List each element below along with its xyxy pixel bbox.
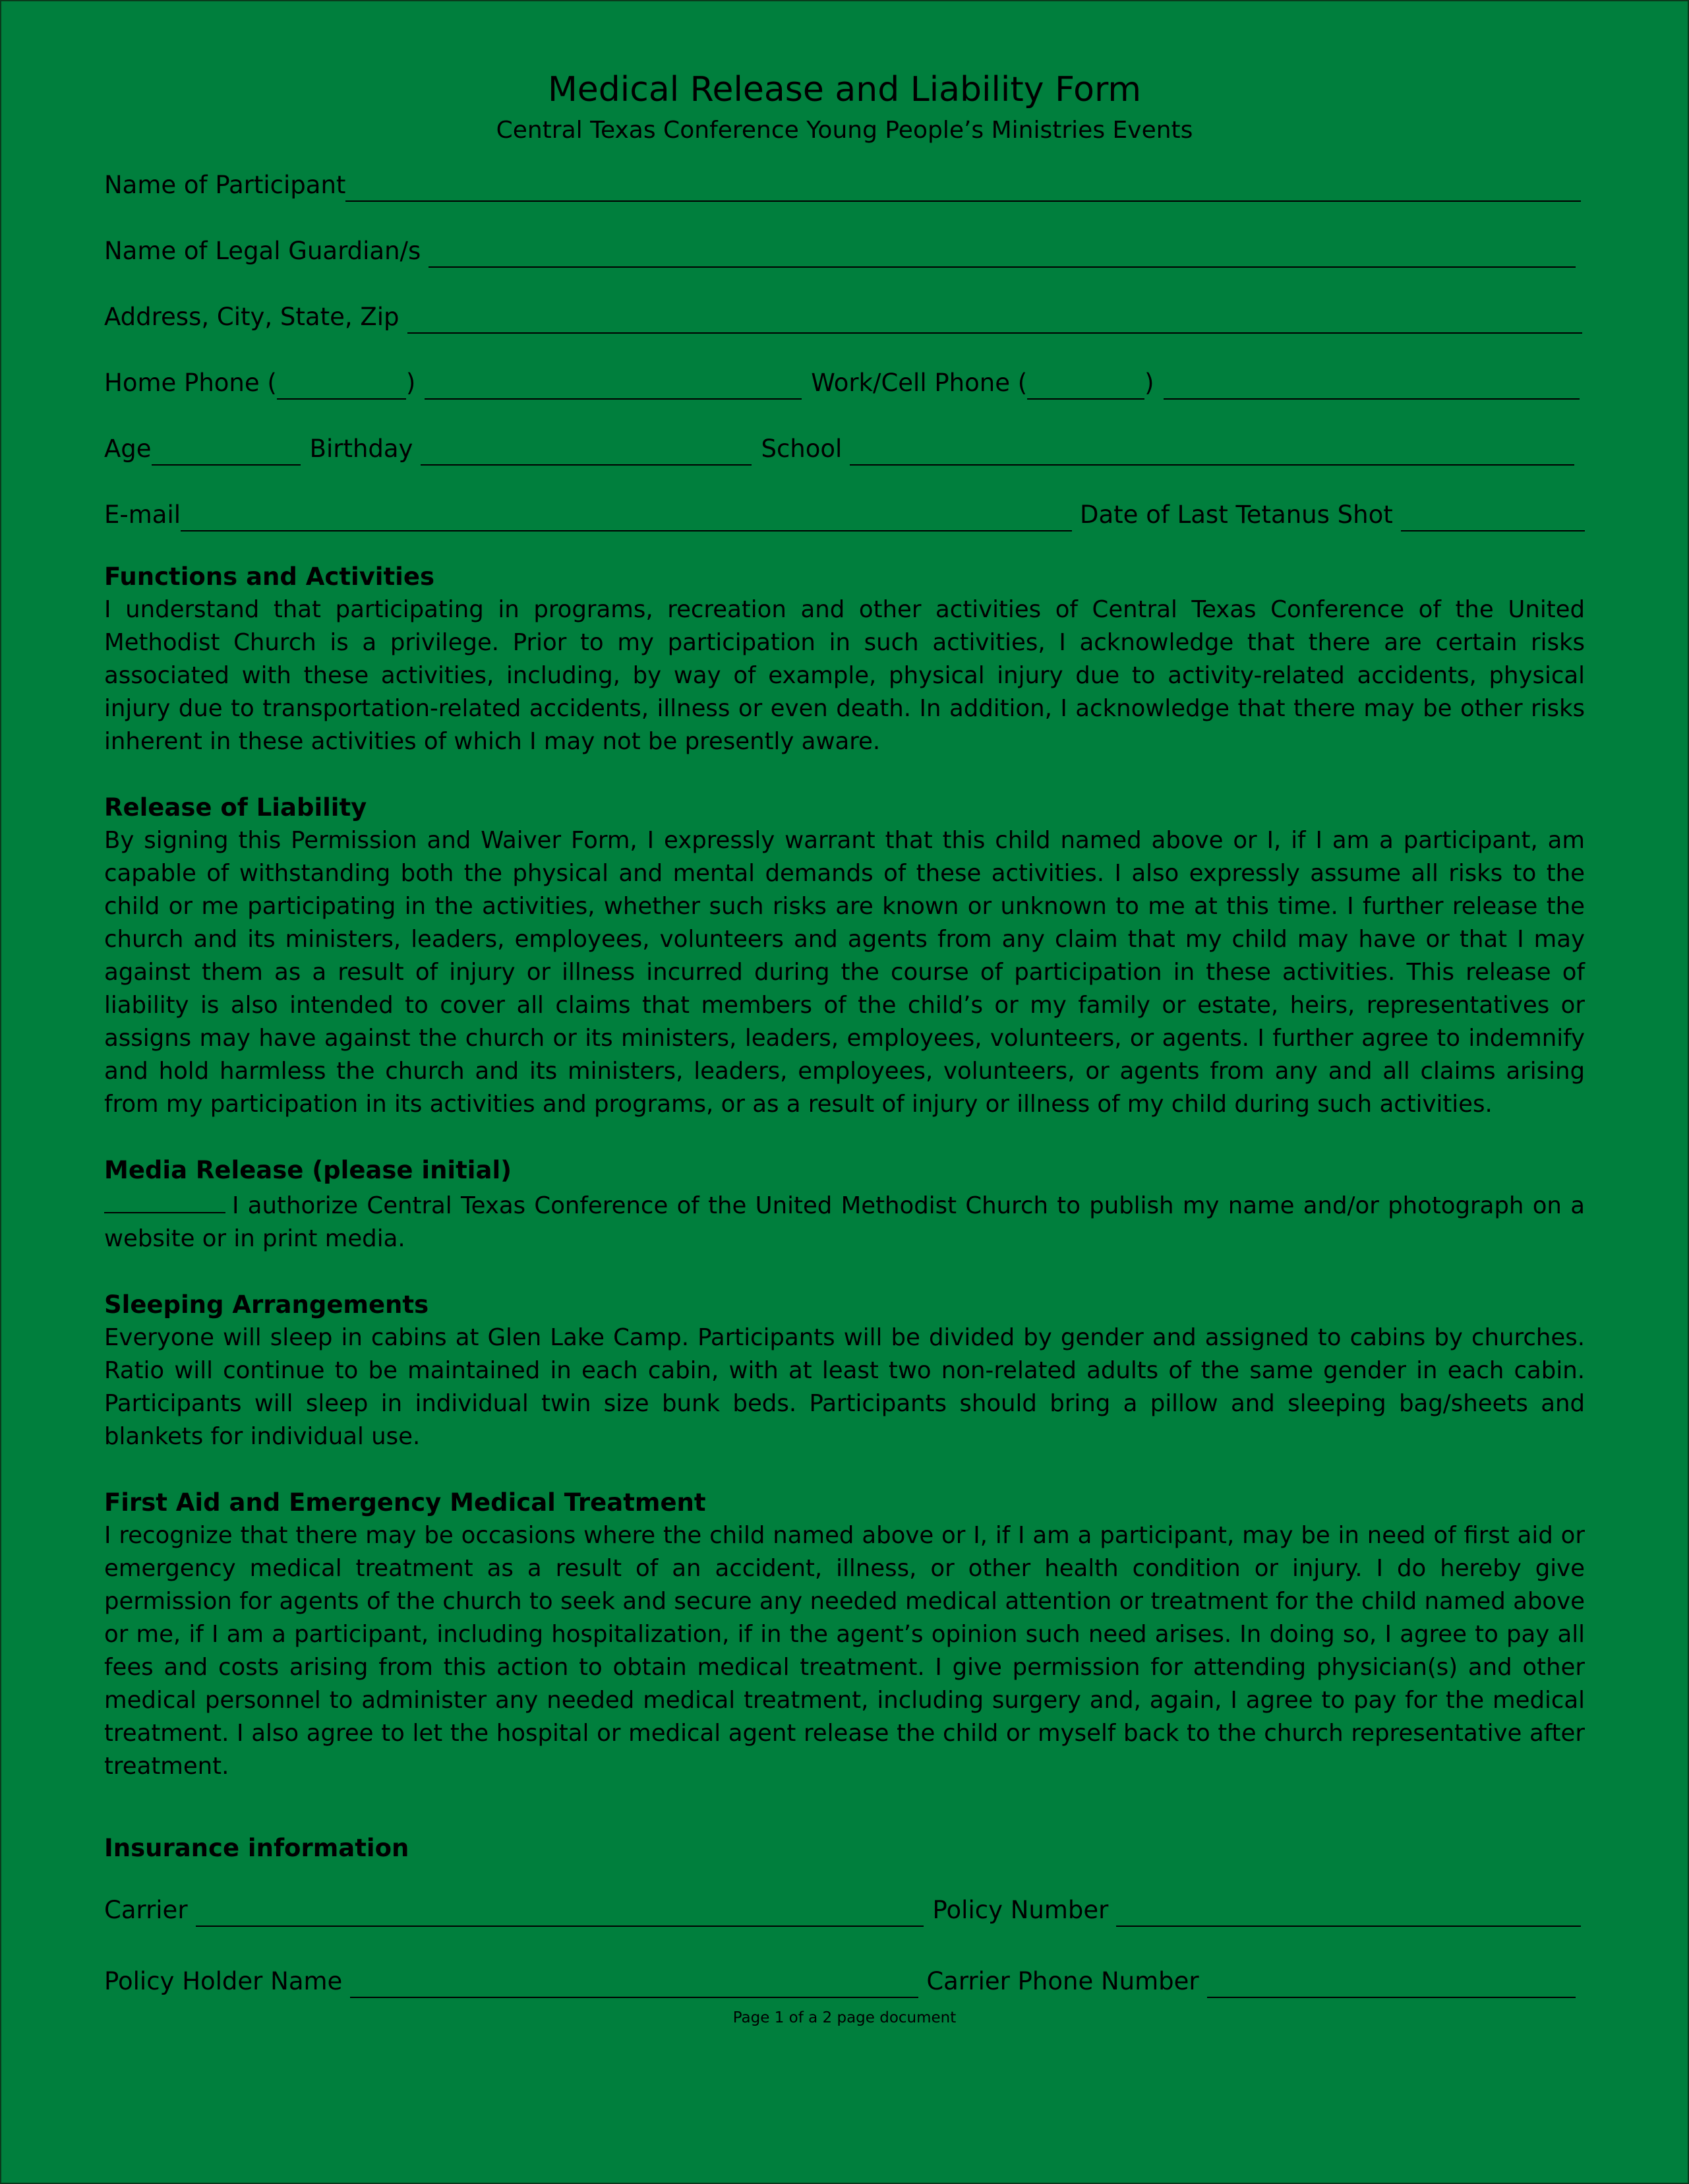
address-field[interactable] <box>407 306 1583 334</box>
carrier-label: Carrier <box>104 1896 188 1924</box>
participant-row <box>104 169 1585 202</box>
carrier-phone-label: Carrier Phone Number <box>926 1967 1199 1995</box>
first-aid-text: I recognize that there may be occasions where the child named above or I, if I am a participant, may be in need of first aid or emergency medical treatment as a result of an accident, illness, or other health condition or injury. I do hereby give permission for agents of the church to seek and secure any needed medical attention or treatment for the child named above or me, if I am a participant, including hospitalization, if in the agent’s opinion such need arises. In doing so, I agree to pay all fees and costs arising from this action to obtain medical treatment. I give permission for attending physician(s) and other medical personnel to administer any needed medical treatment, including surgery and, again, I agree to pay for the medical treatment. I also agree to let the hospital or medical agent release the child or myself back to the church representative after treatment. <box>104 1522 1585 1780</box>
work-phone-field[interactable] <box>1164 372 1580 400</box>
media-paragraph <box>104 1187 1585 1256</box>
phone-row <box>104 367 1585 400</box>
age-field[interactable] <box>152 438 301 466</box>
home-phone-label: Home Phone ( <box>104 369 277 397</box>
work-phone-label: Work/Cell Phone ( <box>811 369 1028 397</box>
home-phone-paren: ) <box>405 369 416 397</box>
age-row <box>104 433 1585 466</box>
page-footer: Page 1 of a 2 page document <box>732 2009 957 2026</box>
school-label: School <box>761 435 843 463</box>
age-label: Age <box>104 435 152 463</box>
email-label: E-mail <box>104 501 181 529</box>
guardian-name-field[interactable] <box>429 240 1576 268</box>
page-title: Medical Release and Liability Form <box>547 70 1142 109</box>
sleeping-heading: Sleeping Arrangements <box>104 1290 429 1319</box>
participant-label: Name of Participant <box>104 171 346 199</box>
participant-name-field[interactable] <box>345 174 1581 202</box>
tetanus-label: Date of Last Tetanus Shot <box>1080 501 1393 529</box>
work-phone-paren: ) <box>1144 369 1154 397</box>
media-text: I authorize Central Texas Conference of the United Methodist Church to publish my name and/or photograph on a website or in print media. <box>104 1192 1585 1252</box>
liability-heading: Release of Liability <box>104 793 367 822</box>
first-aid-heading: First Aid and Emergency Medical Treatment <box>104 1488 706 1517</box>
birthday-label: Birthday <box>309 435 413 463</box>
birthday-field[interactable] <box>421 438 752 466</box>
functions-heading: Functions and Activities <box>104 562 434 591</box>
school-field[interactable] <box>850 438 1574 466</box>
holder-name-field[interactable] <box>350 1970 918 1998</box>
tetanus-date-field[interactable] <box>1401 504 1585 531</box>
holder-row <box>104 1965 1585 1998</box>
holder-name-label: Policy Holder Name <box>104 1967 343 1995</box>
address-row <box>104 301 1585 334</box>
carrier-row <box>104 1894 1585 1927</box>
email-row <box>104 499 1585 531</box>
policy-number-label: Policy Number <box>932 1896 1109 1924</box>
carrier-field[interactable] <box>196 1899 924 1927</box>
guardian-label: Name of Legal Guardian/s <box>104 237 421 265</box>
functions-text: I understand that participating in programs, recreation and other activities of Central Texas Conference of the United Methodist Church is a privilege. Prior to my participation in such activities, I acknowledge that there are certain risks associated with these activities, including, by way of example, physical injury due to activity-related accidents, physical injury due to transportation-related accidents, illness or even death. In addition, I acknowledge that there may be other risks inherent in these activities of which I may not be presently aware. <box>104 596 1585 755</box>
policy-number-field[interactable] <box>1116 1899 1581 1927</box>
carrier-phone-field[interactable] <box>1207 1970 1576 1998</box>
email-field[interactable] <box>181 504 1072 531</box>
media-heading: Media Release (please initial) <box>104 1156 512 1184</box>
guardian-row <box>104 235 1585 268</box>
media-initial-field[interactable] <box>104 1187 225 1213</box>
address-label: Address, City, State, Zip <box>104 303 400 331</box>
liability-text: By signing this Permission and Waiver Form, I expressly warrant that this child named above or I, if I am a participant, am capable of withstanding both the physical and mental demands of these activities. I also expressly assume all risks to the child or me participating in the activities, whether such risks are known or unknown to me at this time. I further release the church and its ministers, leaders, employees, volunteers and agents from any claim that my child may have or that I may against them as a result of injury or illness incurred during the course of participation in these activities. This release of liability is also intended to cover all claims that members of the child’s or my family or estate, heirs, representatives or assigns may have against the church or its ministers, leaders, employees, volunteers, or agents. I further agree to indemnify and hold harmless the church and its ministers, leaders, employees, volunteers, or agents from any and all claims arising from my participation in its activities and programs, or as a result of injury or illness of my child during such activities. <box>104 827 1585 1118</box>
sleeping-text: Everyone will sleep in cabins at Glen Lake Camp. Participants will be divided by gender and assigned to cabins by churches. Ratio will continue to be maintained in each cabin, with at least two non-related adults of the same gender in each cabin. Participants will sleep in individual twin size bunk beds. Participants should bring a pillow and sleeping bag/sheets and blankets for individual use. <box>104 1324 1585 1450</box>
home-phone-field[interactable] <box>425 372 802 400</box>
work-phone-area-code-field[interactable] <box>1027 372 1144 400</box>
page-subtitle: Central Texas Conference Young People’s Ministries Events <box>496 117 1193 144</box>
insurance-heading: Insurance information <box>104 1834 409 1862</box>
home-phone-area-code-field[interactable] <box>277 372 406 400</box>
